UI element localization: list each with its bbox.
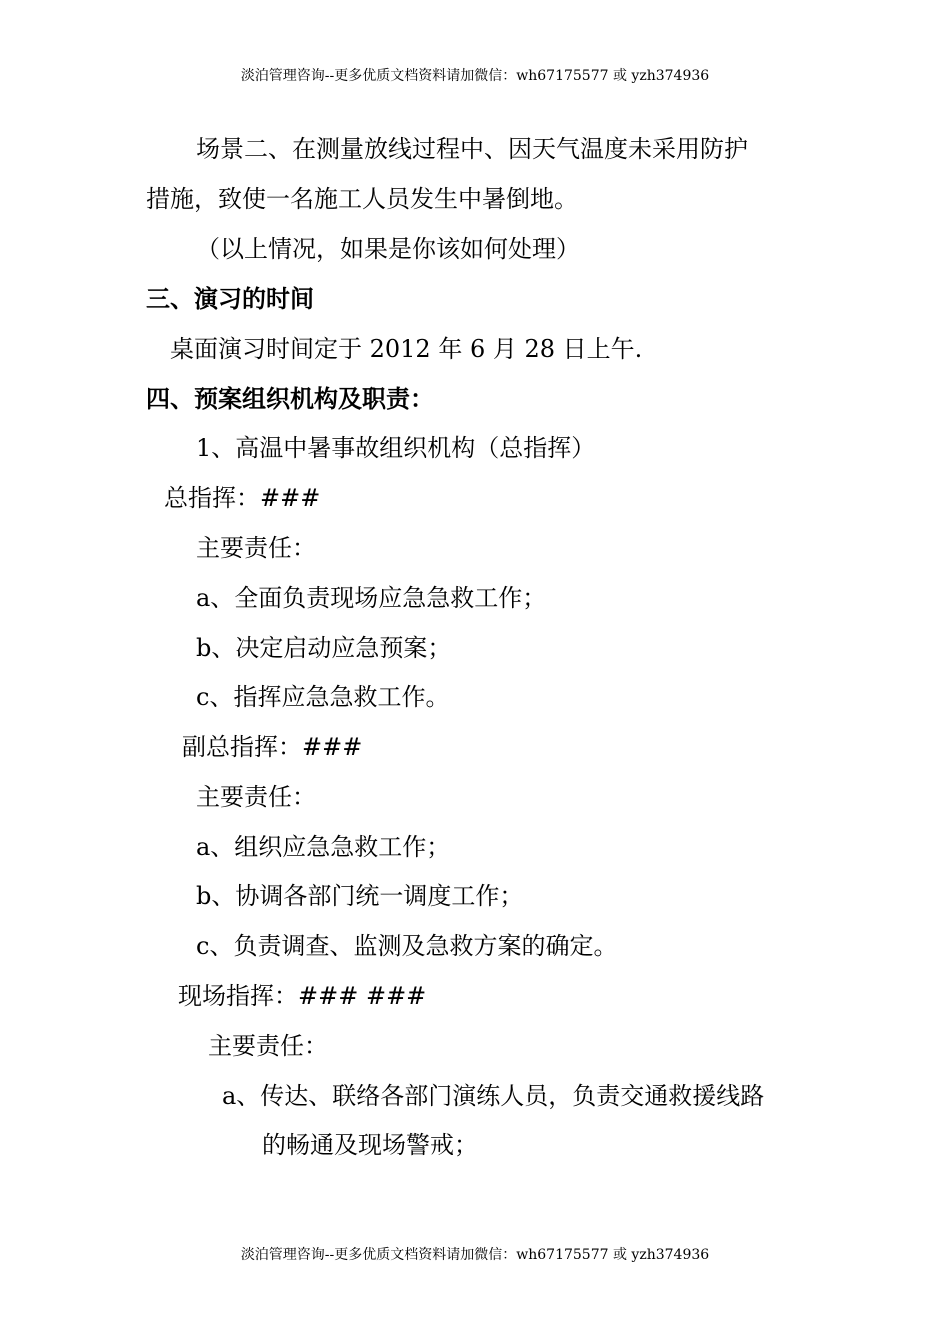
site-duty-label: 主要责任： [208,1032,328,1060]
scene-question: （以上情况，如果是你该如何处理） [196,235,580,263]
deputy-title: 副总指挥：### [182,733,363,761]
org-title: 1、高温中暑事故组织机构（总指挥） [196,434,596,462]
deputy-duty-b: b、协调各部门统一调度工作； [196,882,524,910]
deputy-duty-c: c、负责调查、监测及急救方案的确定。 [196,932,618,960]
commander-duty-c: c、指挥应急急救工作。 [196,683,450,711]
commander-duty-a: a、全面负责现场应急急救工作； [196,584,547,612]
site-duty-a-line2: 的畅通及现场警戒； [262,1131,478,1159]
scene2-line2: 措施，致使一名施工人员发生中暑倒地。 [146,185,578,213]
page-header: 淡泊管理咨询--更多优质文档资料请加微信：wh67175577 或 yzh374936 [240,68,710,84]
page-footer: 淡泊管理咨询--更多优质文档资料请加微信：wh67175577 或 yzh374936 [240,1247,710,1263]
scene2-line1: 场景二、在测量放线过程中、因天气温度未采用防护 [196,135,748,163]
commander-duty-label: 主要责任： [196,534,316,562]
site-title: 现场指挥：### ### [178,982,427,1010]
section4-heading: 四、预案组织机构及职责： [146,385,434,413]
section3-heading: 三、演习的时间 [146,285,314,313]
commander-duty-b: b、决定启动应急预案； [196,634,452,662]
site-duty-a-line1: a、传达、联络各部门演练人员，负责交通救援线路 [222,1082,765,1110]
deputy-duty-label: 主要责任： [196,783,316,811]
deputy-duty-a: a、组织应急急救工作； [196,833,451,861]
commander-title: 总指挥：### [164,484,321,512]
section3-text: 桌面演习时间定于 2012 年 6 月 28 日上午. [170,335,643,363]
